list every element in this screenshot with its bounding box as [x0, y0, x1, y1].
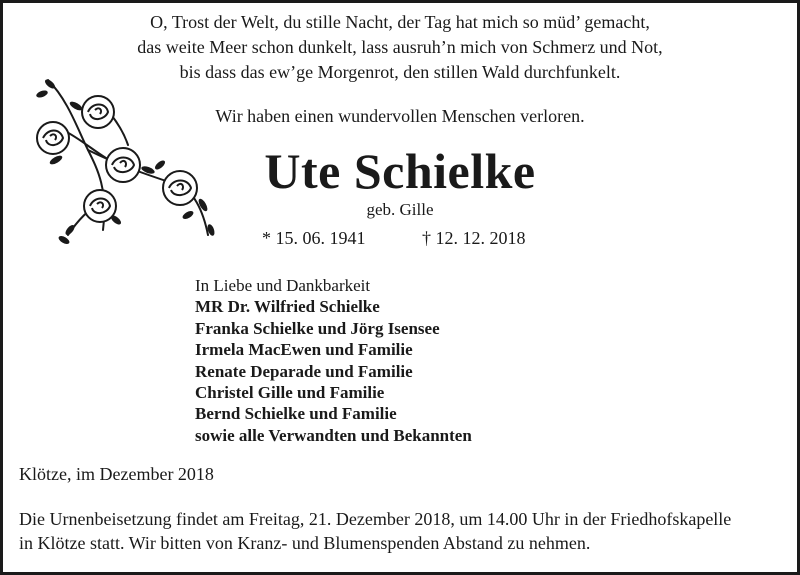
rose-icon — [82, 96, 114, 128]
funeral-notice — [19, 507, 789, 555]
loss-statement: Wir haben einen wundervollen Menschen verloren. — [215, 106, 585, 126]
notice-line: Die Urnenbeisetzung findet am Freitag, 21. Dezember 2018, um 14.00 Uhr in der Friedhofskapelle — [19, 509, 732, 529]
mourner-name: sowie alle Verwandten und Bekannten — [195, 425, 472, 445]
poem-line: O, Trost der Welt, du stille Nacht, der Tag hat mich so müd’ gemacht, — [150, 12, 650, 32]
rose-icon — [163, 171, 197, 205]
death-date: † 12. 12. 2018 — [422, 228, 526, 248]
deceased-name: Ute Schielke — [264, 143, 536, 199]
rose-icon — [106, 148, 140, 182]
birth-date: * 15. 06. 1941 — [262, 228, 366, 248]
mourner-name: Christel Gille und Familie — [195, 383, 385, 403]
maiden-name: geb. Gille — [366, 200, 434, 219]
rose-icon — [84, 190, 116, 222]
notice-line: in Klötze statt. Wir bitten von Kranz- und Blumenspenden Abstand zu nehmen. — [19, 533, 591, 553]
roses-branch-icon — [28, 70, 228, 250]
mourner-name: Bernd Schielke und Familie — [195, 404, 397, 424]
poem-line: das weite Meer schon dunkelt, lass ausruh’n mich von Schmerz und Not, — [137, 37, 663, 57]
poem-line: bis dass das ew’ge Morgenrot, den stillen Wald durchfunkelt. — [179, 62, 621, 82]
mourner-name: Irmela MacEwen und Familie — [195, 340, 413, 360]
mourner-name: Renate Deparade und Familie — [195, 361, 413, 381]
mourner-name: Franka Schielke und Jörg Isensee — [195, 318, 440, 338]
mourners-intro: In Liebe und Dankbarkeit — [195, 276, 371, 295]
mourners-list — [195, 275, 472, 446]
place-date: Klötze, im Dezember 2018 — [19, 464, 214, 484]
mourner-name: MR Dr. Wilfried Schielke — [195, 297, 380, 317]
rose-icon — [37, 122, 69, 154]
